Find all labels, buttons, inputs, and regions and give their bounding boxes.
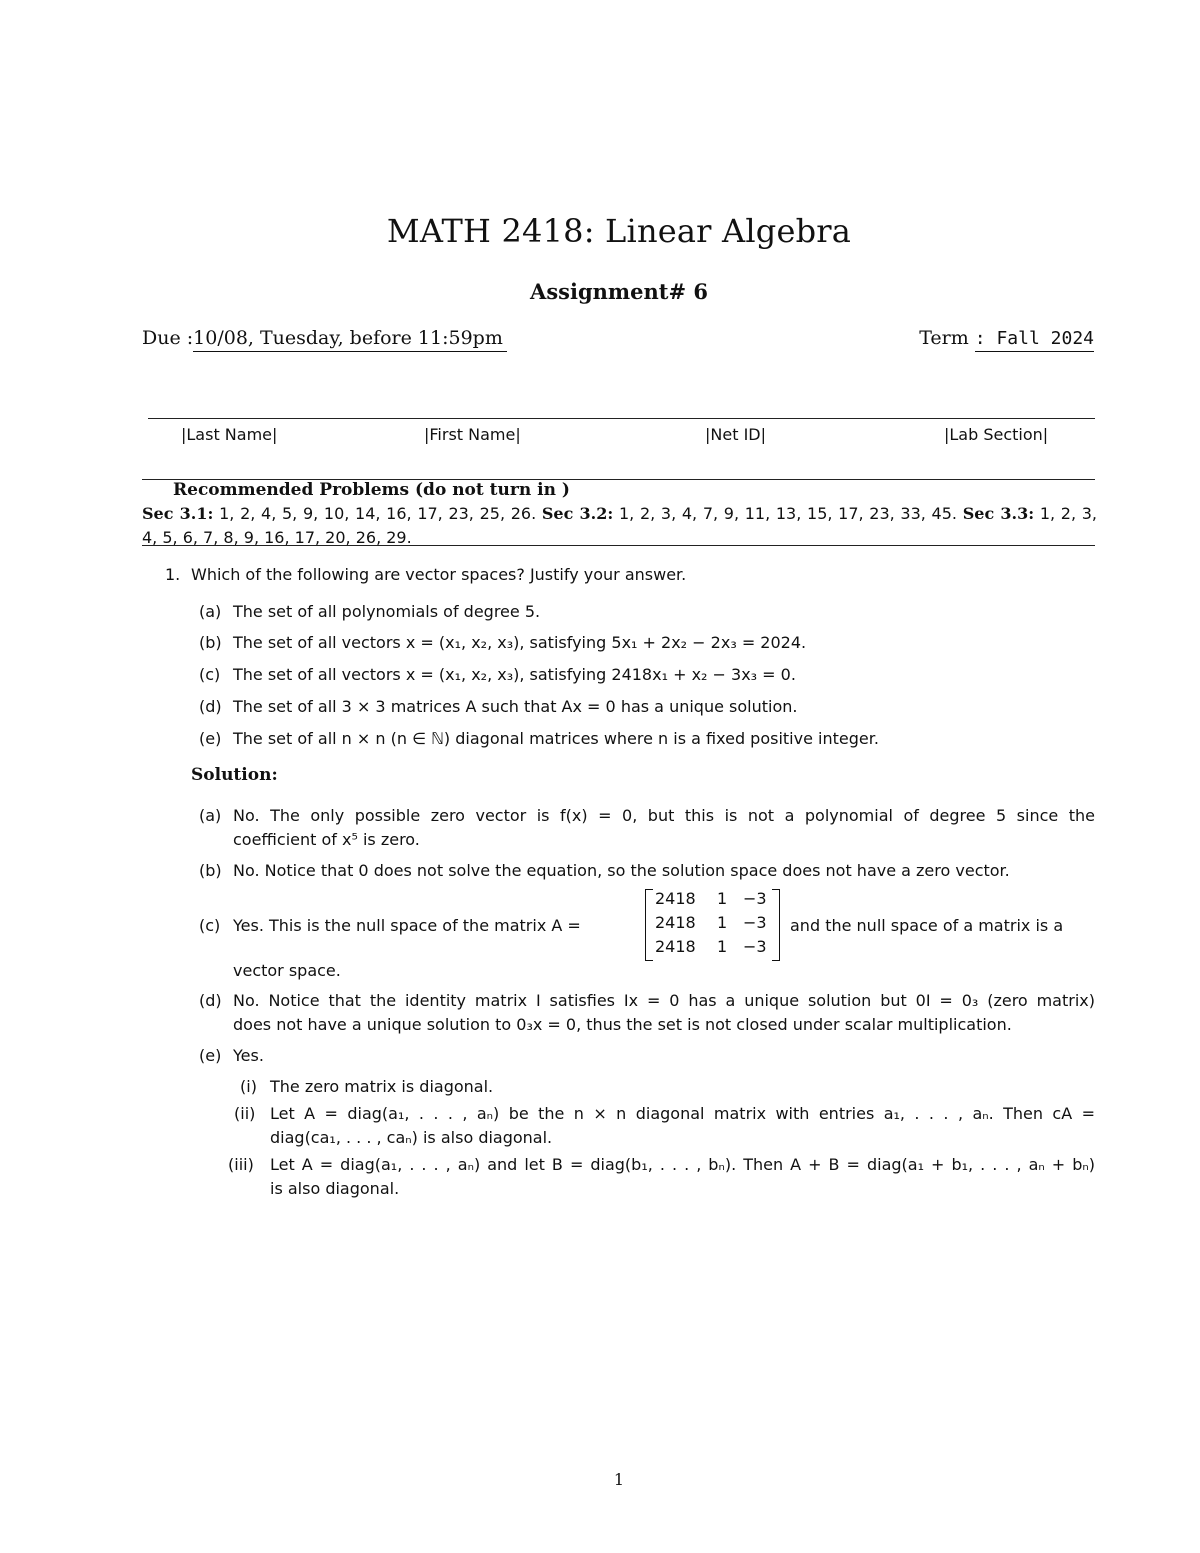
solution-a-line-1: No. The only possible zero vector is f(x) = 0, but this is not a polynomial of degree 5 since the	[233, 806, 1095, 825]
first-name-field[interactable]: |First Name|	[424, 425, 521, 444]
due-date	[142, 327, 507, 352]
divider-top	[148, 418, 1095, 419]
sec-3-3-items-a: 1,	[1039, 504, 1056, 523]
matrix-row	[655, 937, 770, 959]
solution-heading: Solution:	[191, 765, 278, 785]
sec-3-2-items: 1, 2, 3, 4, 7, 9, 11, 13, 15, 17, 23, 33, 45.	[618, 504, 958, 523]
problem-number: 1.	[165, 565, 181, 584]
matrix-row	[655, 913, 770, 935]
sec-3-2-label: Sec 3.2:	[541, 504, 614, 523]
matrix-cell: −3	[743, 889, 767, 908]
document-title: MATH 2418: Linear Algebra	[386, 212, 852, 250]
part-d-label: (d)	[199, 697, 222, 716]
solution-b-label: (b)	[199, 861, 222, 880]
solution-e-i-label: (i)	[240, 1077, 257, 1096]
matrix-row	[655, 889, 770, 911]
part-b-label: (b)	[199, 633, 222, 652]
recommended-heading: Recommended Problems (do not turn in )	[173, 480, 570, 500]
solution-e-iii-line-1: Let A = diag(a₁, . . . , aₙ) and let B = diag(b₁, . . . , bₙ). Then A + B = diag(a₁ + b₁, . . . , aₙ + bₙ)	[270, 1155, 1095, 1174]
matrix-cell: 1	[717, 913, 728, 932]
part-d-text: The set of all 3 × 3 matrices A such that Ax = 0 has a unique solution.	[233, 697, 798, 716]
matrix-cell: 2418	[655, 889, 696, 908]
part-c-text: The set of all vectors x = (x₁, x₂, x₃), satisfying 2418x₁ + x₂ − 3x₃ = 0.	[233, 665, 796, 684]
matrix-cell: 2418	[655, 937, 696, 956]
assignment-number: Assignment# 6	[530, 279, 708, 304]
due-label: Due :	[142, 327, 194, 349]
solution-e-label: (e)	[199, 1046, 222, 1065]
matrix-a	[645, 889, 780, 961]
solution-e-ii-line-2: diag(ca₁, . . . , caₙ) is also diagonal.	[270, 1128, 553, 1147]
matrix-cell: 1	[717, 937, 728, 956]
problem-question: Which of the following are vector spaces? Justify your answer.	[191, 565, 687, 584]
solution-b-text: No. Notice that 0 does not solve the equation, so the solution space does not have a zero vector.	[233, 861, 1010, 880]
solution-e-i-text: The zero matrix is diagonal.	[270, 1077, 494, 1096]
part-e-label: (e)	[199, 729, 222, 748]
solution-d-line-1: No. Notice that the identity matrix I satisfies Ix = 0 has a unique solution but 0I = 0₃ (zero matrix)	[233, 991, 1095, 1010]
matrix-cell: −3	[743, 913, 767, 932]
solution-c-post: and the null space of a matrix is a	[790, 916, 1064, 935]
part-e-text: The set of all n × n (n ∈ ℕ) diagonal matrices where n is a fixed positive integer.	[233, 729, 879, 748]
net-id-field[interactable]: |Net ID|	[705, 425, 766, 444]
solution-e-text: Yes.	[233, 1046, 264, 1065]
term-value: : Fall 2024	[975, 328, 1094, 352]
matrix-left-bracket	[645, 889, 653, 961]
solution-a-label: (a)	[199, 806, 222, 825]
solution-c-pre: Yes. This is the null space of the matrix A =	[233, 916, 581, 935]
solution-e-ii-line-1: Let A = diag(a₁, . . . , aₙ) be the n × n diagonal matrix with entries a₁, . . . , aₙ. Then cA =	[270, 1104, 1095, 1123]
matrix-cell: 2418	[655, 913, 696, 932]
solution-d-label: (d)	[199, 991, 222, 1010]
solution-d-line-2: does not have a unique solution to 0₃x = 0, thus the set is not closed under scalar multiplication.	[233, 1015, 1012, 1034]
last-name-field[interactable]: |Last Name|	[181, 425, 278, 444]
part-b-text: The set of all vectors x = (x₁, x₂, x₃), satisfying 5x₁ + 2x₂ − 2x₃ = 2024.	[233, 633, 807, 652]
lab-section-field[interactable]: |Lab Section|	[944, 425, 1049, 444]
solution-c-line-2: vector space.	[233, 961, 341, 980]
matrix-right-bracket	[772, 889, 780, 961]
solution-a-line-2: coefficient of x⁵ is zero.	[233, 830, 420, 849]
matrix-cell: 1	[717, 889, 728, 908]
due-value: 10/08, Tuesday, before 11:59pm	[193, 327, 507, 352]
solution-e-iii-line-2: is also diagonal.	[270, 1179, 400, 1198]
solution-e-iii-label: (iii)	[228, 1155, 254, 1174]
recommended-problems	[142, 502, 1097, 550]
term-label: Term	[919, 327, 969, 349]
sec-3-3-items-b: 2, 3, 4, 5, 6, 7, 8, 9, 16, 17, 20, 26, 29.	[142, 504, 1098, 547]
part-a-text: The set of all polynomials of degree 5.	[233, 602, 541, 621]
solution-e-ii-label: (ii)	[234, 1104, 256, 1123]
term	[919, 327, 1094, 352]
matrix-cell: −3	[743, 937, 767, 956]
part-a-label: (a)	[199, 602, 222, 621]
divider-recommended-bottom	[142, 545, 1095, 546]
sec-3-3-label: Sec 3.3:	[962, 504, 1035, 523]
sec-3-1-label: Sec 3.1:	[142, 504, 214, 523]
solution-c-label: (c)	[199, 916, 221, 935]
sec-3-1-items: 1, 2, 4, 5, 9, 10, 14, 16, 17, 23, 25, 26.	[219, 504, 537, 523]
page-number: 1	[613, 1470, 625, 1489]
part-c-label: (c)	[199, 665, 221, 684]
